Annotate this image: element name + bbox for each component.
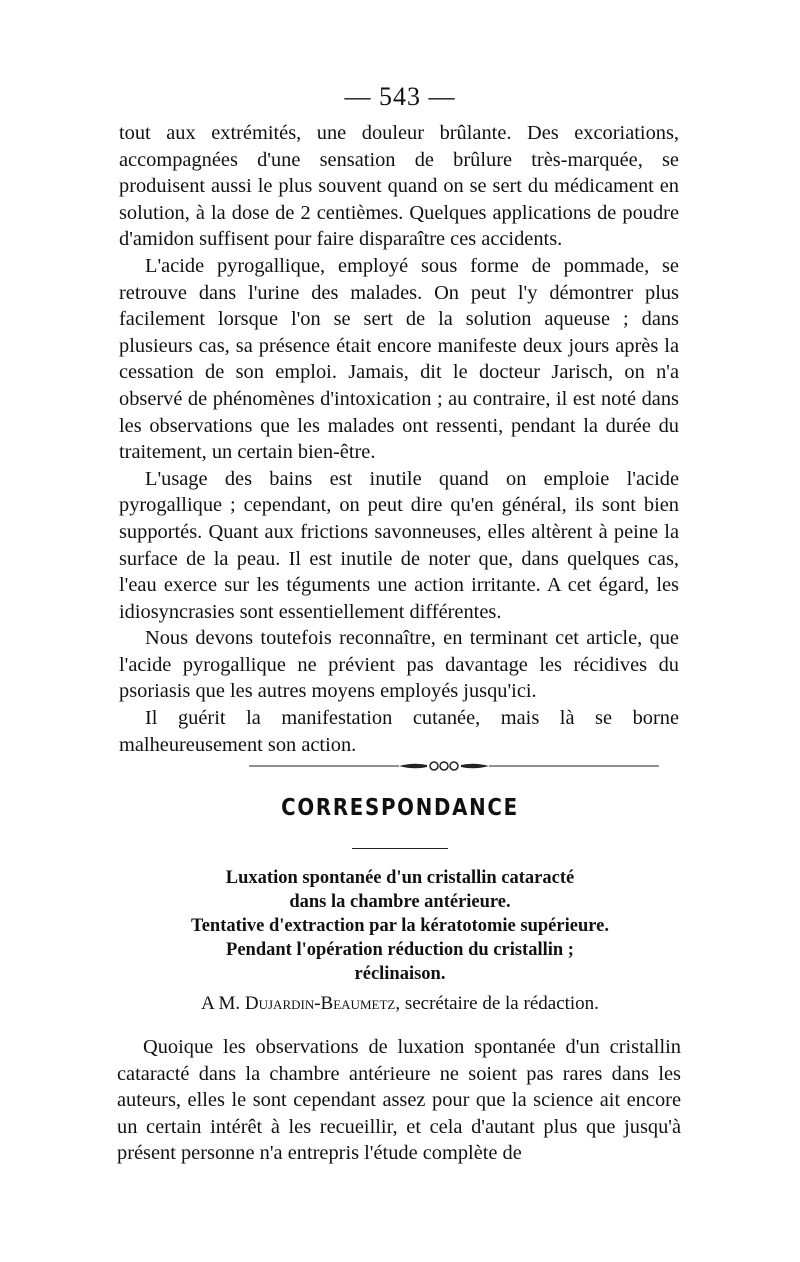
letter-headline <box>130 866 670 986</box>
page-number: — 543 — <box>344 82 456 111</box>
address-suffix: secrétaire de la rédaction. <box>404 993 599 1014</box>
headline-line: dans la chambre antérieure. <box>289 892 511 912</box>
title-rule <box>352 848 448 849</box>
section-title: CORRESPONDANCE <box>281 795 519 821</box>
letter-paragraph: Quoique les observations de luxation spontanée d'un cristallin cataracté dans la chambre antérieure ne soient pas rares dans les auteurs, elles le sont cependant assez pour que la science ait encore un certain intérêt à les recueillir, et cela d'autant plus que jusqu'à présent personne n'a entrepris l'étude complète de <box>117 1036 681 1165</box>
paragraph: Il guérit la manifestation cutanée, mais là se borne malheureusement son action. <box>119 707 679 756</box>
paragraph: L'usage des bains est inutile quand on emploie l'acide pyrogallique ; cependant, on peut dire qu'en général, ils sont bien supportés. Quant aux frictions savonneuses, elles altèrent à peine la surface de la peau. Il est inutile de noter que, dans quelques cas, l'eau exerce sur les téguments une action irritante. A cet égard, les idiosyncrasies sont essentiellement différentes. <box>119 467 679 623</box>
headline-line: Luxation spontanée d'un cristallin cataracté <box>225 868 575 888</box>
headline-line: réclinaison. <box>354 964 446 984</box>
headline-line: Tentative d'extraction par la kératotomie supérieure. <box>191 916 609 936</box>
letter-address <box>0 993 800 1015</box>
paragraph: tout aux extrémités, une douleur brûlante. Des excoriations, accompagnées d'une sensation de brûlure très-marquée, se produisent aussi le plus souvent quand on se sert du médicament en solution, à la dose de 2 centièmes. Quelques applications de poudre d'amidon suffisent pour faire disparaître ces accidents. <box>119 122 679 251</box>
letter-body <box>117 1034 681 1167</box>
article-body <box>119 120 679 758</box>
paragraph: Nous devons toutefois reconnaître, en terminant cet article, que l'acide pyrogallique ne prévient pas davantage les récidives du psoriasis que les autres moyens employés jusqu'ici. <box>119 627 679 703</box>
addressee-name: Dujardin-Beaumetz, <box>244 993 401 1014</box>
address-prefix: A M. <box>201 993 241 1014</box>
headline-line: Pendant l'opération réduction du cristallin ; <box>226 940 574 960</box>
paragraph: L'acide pyrogallique, employé sous forme de pommade, se retrouve dans l'urine des malades. On peut l'y démontrer plus facilement lorsque l'on se sert de la solution aqueuse ; dans plusieurs cas, sa présence était encore manifeste deux jours après la cessation de son emploi. Jamais, dit le docteur Jarisch, on n'a observé de phénomènes d'intoxication ; au contraire, il est noté dans les observations que les malades ont ressenti, pendant la durée du traitement, un certain bien-être. <box>119 254 679 464</box>
ornament-divider <box>249 756 659 776</box>
